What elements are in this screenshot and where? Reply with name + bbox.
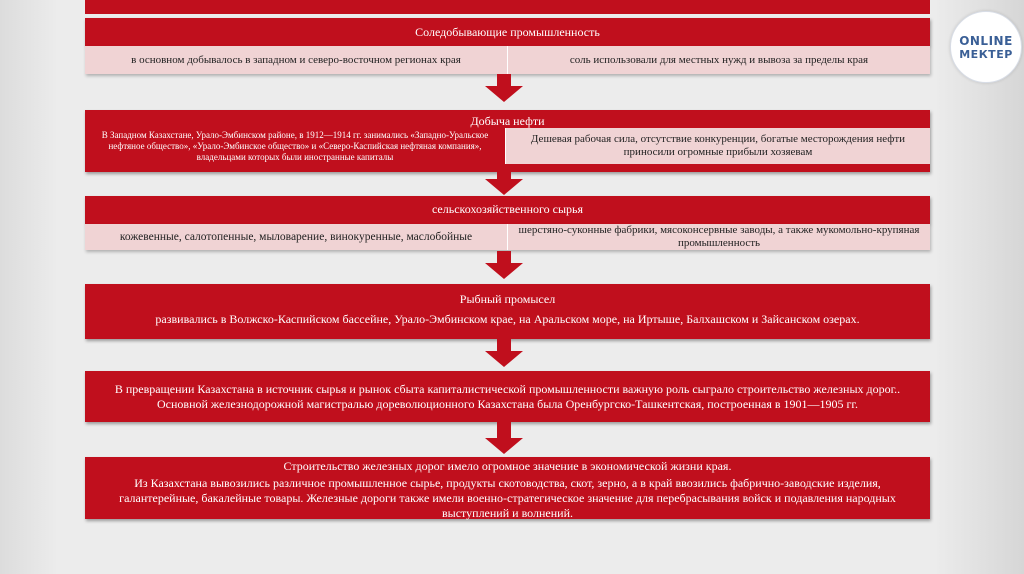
salt-header (85, 18, 930, 46)
background-right-shade (934, 0, 1024, 574)
salt-right-cell: соль использовали для местных нужд и вывоза за пределы края (507, 46, 930, 74)
agri-left-cell: кожевенные, салотопенные, мыловарение, винокуренные, маслобойные (119, 230, 473, 243)
railway-box (85, 371, 930, 422)
railway-importance-box (85, 457, 930, 519)
oil-left-cell: В Западном Казахстане, Урало-Эмбинском районе, в 1912—1914 гг. занимались «Западно-Уральское нефтяное общество», «Урало-Эмбинское общество» и «Северо-Каспийская нефтяная компания», владельцами которых были иностранные капиталы (85, 128, 505, 164)
oil-details-row (85, 128, 930, 164)
agri-right-cell: шерстяно-суконные фабрики, мясоконсервные заводы, а также мукомольно-крупяная промышленность (507, 224, 930, 250)
railway-importance-text: Из Казахстана вывозились различное промышленное сырье, продукты скотоводства, скот, зерно, а в край ввозились фабрично-заводские изделия, галантерейные, бакалейные товары. Железные дороги также имели военно-стратегическое значение для перебрасывания войск и подавления народных выступлений и волнений. (119, 476, 896, 520)
agri-details-row (85, 224, 930, 250)
agri-title: сельскохозяйственного сырья (431, 202, 584, 216)
railway-importance-title: Строительство железных дорог имело огромное значение в экономической жизни края. (283, 459, 732, 473)
salt-title: Соледобывающие промышленность (415, 25, 600, 39)
background-left-shade (0, 0, 58, 574)
top-red-bar (85, 0, 930, 14)
fish-text: развивались в Волжско-Каспийском бассейне, Урало-Эмбинском крае, на Аральском море, на Иртыше, Балхашском и Зайсанском озерах. (155, 312, 860, 326)
salt-left-cell: в основном добывалось в западном и северо-восточном регионах края (131, 53, 461, 66)
fish-box (85, 284, 930, 339)
oil-title: Добыча нефти (470, 114, 545, 128)
fish-title: Рыбный промысел (459, 292, 556, 306)
salt-details-row (85, 46, 930, 74)
oil-right-cell: Дешевая рабочая сила, отсутствие конкуренции, богатые месторождения нефти приносили огромные прибыли хозяевам (505, 128, 930, 164)
agri-header (85, 196, 930, 224)
online-mektep-logo (950, 11, 1022, 83)
logo-line-1: ONLINE (959, 33, 1013, 48)
railway-text: В превращении Казахстана в источник сырья и рынок сбыта капиталистической промышленности важную роль сыграло строительство железных дорог.. Основной железнодорожной магистралью дореволюционного Казахстана была Оренбургско-Ташкентская, построенная в 1901—1905 гг. (114, 382, 901, 411)
logo-line-2: МЕКТЕР (959, 47, 1013, 61)
